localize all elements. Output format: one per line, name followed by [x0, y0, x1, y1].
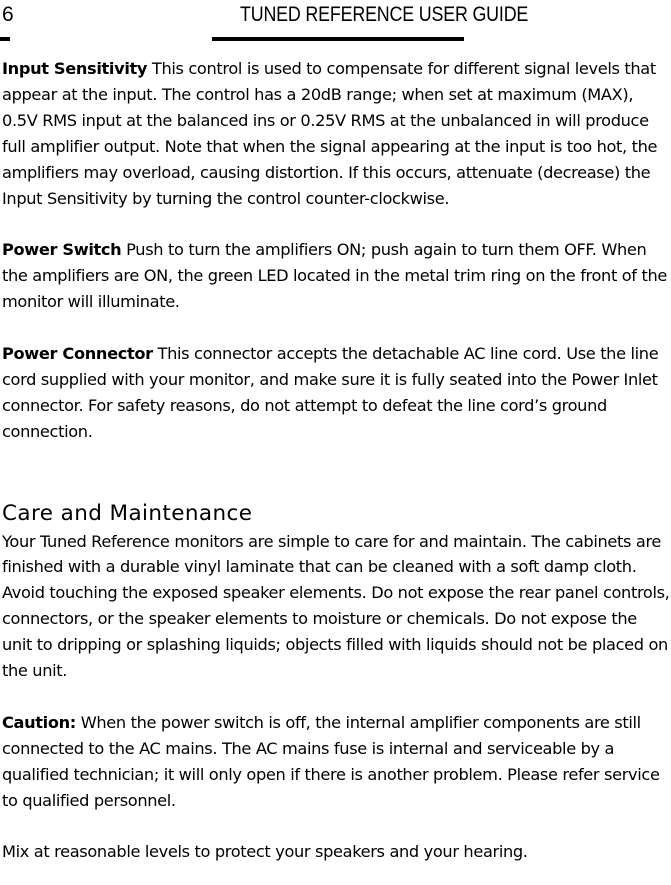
- section-heading-care: Care and Maintenance: [2, 500, 253, 526]
- header-rule-long: [212, 37, 464, 41]
- paragraph-gap: [2, 684, 670, 710]
- page-body: [2, 56, 670, 865]
- paragraph-input-sensitivity: [2, 56, 670, 211]
- page-number: 6: [2, 3, 14, 26]
- term-input-sensitivity: Input Sensitivity: [2, 59, 148, 78]
- term-power-connector: Power Connector: [2, 343, 153, 363]
- guide-title: TUNED REFERENCE USER GUIDE: [240, 3, 529, 26]
- paragraph-gap: [2, 315, 670, 341]
- paragraph-gap: [2, 814, 670, 840]
- paragraph-closing: Mix at reasonable levels to protect your speakers and your hearing.: [2, 842, 528, 862]
- paragraph-gap: [2, 211, 670, 237]
- paragraph-power-switch: [2, 237, 670, 315]
- paragraph-care-intro: Your Tuned Reference monitors are simple to care for and maintain. The cabinets are finished with a durable vinyl laminate that can be cleaned with a soft damp cloth. Avoid touching the exposed speaker elements. Do not expose the rear panel controls, connectors, or the speaker elements to moisture or chemicals. Do not expose the unit to dripping or splashing liquids; objects filled with liquids should not be placed on the unit.: [2, 531, 670, 681]
- text-input-sensitivity: This control is used to compensate for different signal levels that appear at the input. The control has a 20dB range; when set at maximum (MAX), 0.5V RMS input at the balanced ins or 0.25V RMS at the unbalanced in will produce full amplifier output. Note that when the signal appearing at the input is too hot, the amplifiers may overload, causing distortion. If this occurs, attenuate (decrease) the Input Sensitivity by turning the control counter-clockwise.: [2, 59, 658, 208]
- term-power-switch: Power Switch: [2, 240, 122, 260]
- text-power-connector: This connector accepts the detachable AC line cord. Use the line cord supplied with your monitor, and make sure it is fully seated into the Power Inlet connector. For safety reasons, do not attempt to defeat the line cord’s ground connection.: [2, 343, 659, 441]
- header-rule-short: [0, 37, 10, 41]
- text-caution: When the power switch is off, the internal amplifier components are still connected to the AC mains. The AC mains fuse is internal and serviceable by a qualified technician; it will only open if there is another problem. Please refer service to qualified personnel.: [2, 712, 660, 810]
- section-gap: [2, 445, 670, 499]
- term-caution: Caution:: [2, 712, 76, 732]
- paragraph-caution: [2, 710, 670, 814]
- paragraph-power-connector: [2, 341, 670, 445]
- text-power-switch: Push to turn the amplifiers ON; push again to turn them OFF. When the amplifiers are ON, the green LED located in the metal trim ring on the front of the monitor will illuminate.: [2, 240, 667, 312]
